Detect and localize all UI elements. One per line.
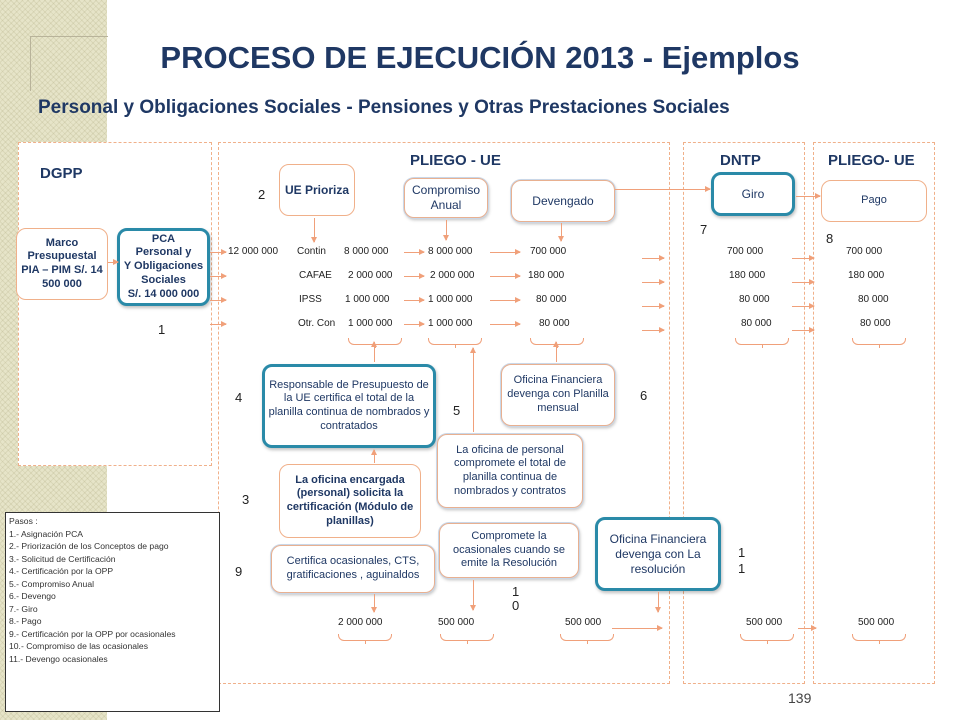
- row-dev: 80 000: [536, 294, 567, 305]
- pca-box: [117, 228, 210, 306]
- arrow-to-pago: [796, 196, 820, 197]
- flow-arrow: [792, 258, 814, 259]
- pasos-title: Pasos :: [9, 516, 38, 526]
- row-giro: 700 000: [727, 246, 764, 257]
- bottom-dev: 500 000: [565, 617, 602, 628]
- pca-label: S/. 14 000 000: [127, 287, 200, 300]
- flow-arrow: [792, 282, 814, 283]
- row-dev: 700 000: [530, 246, 567, 257]
- decorative-line: [30, 36, 108, 37]
- row-pago: 80 000: [860, 318, 891, 329]
- flow-arrow: [404, 324, 424, 325]
- ue-prioriza-box: UE Prioriza: [279, 164, 355, 216]
- compromete-ocasionales-box: Compromete la ocasionales cuando se emite la Resolución: [439, 523, 579, 578]
- oficina-financiera-resolucion-box: Oficina Financiera devenga con La resolución: [595, 517, 721, 591]
- flow-arrow: [792, 330, 814, 331]
- pasos-item: 1.- Asignación PCA: [9, 528, 84, 539]
- row-giro: 80 000: [741, 318, 772, 329]
- flow-arrow: [490, 324, 520, 325]
- row-comp: 8 000 000: [428, 246, 473, 257]
- row-comp: 1 000 000: [428, 318, 473, 329]
- step-number: 4: [235, 390, 243, 405]
- pasos-item: 5.- Compromiso Anual: [9, 578, 95, 589]
- page-number: 139: [788, 690, 812, 706]
- flow-arrow: [210, 276, 226, 277]
- step-number: 1: [158, 322, 166, 337]
- pasos-legend: [5, 512, 220, 712]
- arrow-fin2-down: [658, 592, 659, 612]
- flow-arrow: [404, 300, 424, 301]
- arrow-certifica-down: [374, 594, 375, 612]
- brace: [852, 338, 906, 345]
- bottom-pago: 500 000: [858, 617, 895, 628]
- bottom-giro: 500 000: [746, 617, 783, 628]
- marco-presupuestal-box: Marco Presupuestal PIA – PIM S/. 14 500 000: [16, 228, 108, 300]
- pca-label: Sociales: [141, 273, 186, 286]
- brace: [735, 338, 789, 345]
- row-concept: Contin: [297, 246, 326, 257]
- pasos-item: 10.- Compromiso de las ocasionales: [9, 641, 148, 651]
- pasos-item: 2.- Priorización de los Conceptos de pago: [9, 541, 169, 551]
- row-cert: 1 000 000: [345, 294, 390, 305]
- dntp-header: DNTP: [720, 152, 761, 169]
- row-comp: 1 000 000: [428, 294, 473, 305]
- flow-arrow: [404, 252, 424, 253]
- pca-label: Personal y: [135, 246, 192, 259]
- dgpp-header: DGPP: [40, 165, 83, 182]
- arrow-compromete-down: [473, 580, 474, 610]
- flow-arrow: [490, 276, 520, 277]
- bottom-comp: 500 000: [438, 617, 475, 628]
- flow-arrow: [404, 276, 424, 277]
- flow-arrow: [490, 252, 520, 253]
- step-number: 7: [700, 222, 708, 237]
- brace: [740, 634, 794, 641]
- row-dev: 180 000: [528, 270, 565, 281]
- row-concept: IPSS: [299, 294, 322, 305]
- row-cert: 2 000 000: [348, 270, 393, 281]
- brace: [428, 338, 482, 345]
- flow-arrow: [210, 252, 226, 253]
- row-total: 12 000 000: [228, 246, 279, 257]
- brace: [348, 338, 402, 345]
- step-number: 2: [258, 187, 266, 202]
- row-concept: Otr. Con: [298, 318, 336, 329]
- slide-subtitle: Personal y Obligaciones Sociales - Pensiones y Otras Prestaciones Sociales: [38, 97, 730, 118]
- arrow-prioriza-down: [314, 218, 315, 242]
- flow-arrow: [642, 258, 664, 259]
- compromiso-anual-box: Compromiso Anual: [404, 178, 488, 218]
- oficina-encargada-box: La oficina encargada (personal) solicita la certificación (Módulo de planillas): [279, 464, 421, 538]
- flow-arrow: [490, 300, 520, 301]
- brace: [440, 634, 494, 641]
- arrow-compromiso-down: [446, 220, 447, 240]
- slide-title: PROCESO DE EJECUCIÓN 2013 - Ejemplos: [160, 40, 800, 75]
- arrow-to-giro: [615, 189, 710, 190]
- row-giro: 180 000: [729, 270, 766, 281]
- pca-label: PCA: [151, 232, 176, 245]
- step-number: 5: [453, 403, 461, 418]
- flow-arrow: [210, 300, 226, 301]
- pliego-ue-header: PLIEGO - UE: [410, 152, 501, 169]
- oficina-personal-box: La oficina de personal compromete el total de planilla continua de nombrados y contratos: [437, 434, 583, 508]
- pasos-item: 3.- Solicitud de Certificación: [9, 553, 116, 564]
- row-cert: 1 000 000: [348, 318, 393, 329]
- pca-label: Y Obligaciones: [123, 260, 204, 273]
- pasos-item: 4.- Certificación por la OPP: [9, 566, 114, 576]
- step-number: 3: [242, 492, 250, 507]
- arrow-encargada-up: [374, 450, 375, 463]
- pasos-item: 6.- Devengo: [9, 591, 56, 601]
- row-concept: CAFAE: [299, 270, 332, 281]
- brace: [560, 634, 614, 641]
- flow-arrow: [642, 330, 664, 331]
- giro-box: Giro: [711, 172, 795, 216]
- responsable-presupuesto-box: Responsable de Presupuesto de la UE certifica el total de la planilla continua de nombrados y contratados: [262, 364, 436, 448]
- pliego-ue2-panel: [813, 142, 935, 684]
- pasos-item: 7.- Giro: [9, 603, 38, 614]
- pasos-item: 8.- Pago: [9, 616, 42, 626]
- arrow-marco-to-pca: [108, 262, 118, 263]
- arrow-devengado-down: [561, 223, 562, 241]
- pasos-item: 11.- Devengo ocasionales: [9, 653, 108, 664]
- arrow-oficina-personal-up: [473, 348, 474, 432]
- pasos-item: 9.- Certificación por la OPP por ocasionales: [9, 628, 176, 639]
- brace: [530, 338, 584, 345]
- flow-arrow: [792, 306, 814, 307]
- row-pago: 700 000: [846, 246, 883, 257]
- brace: [338, 634, 392, 641]
- bottom-cert: 2 000 000: [338, 617, 383, 628]
- row-dev: 80 000: [539, 318, 570, 329]
- step-number: 8: [826, 231, 834, 246]
- flow-arrow: [612, 628, 662, 629]
- brace: [852, 634, 906, 641]
- row-giro: 80 000: [739, 294, 770, 305]
- flow-arrow: [642, 282, 664, 283]
- row-pago: 180 000: [848, 270, 885, 281]
- step-number: 6: [640, 388, 648, 403]
- devengado-box: Devengado: [511, 180, 615, 222]
- flow-arrow: [210, 324, 226, 325]
- step-number: 1 0: [512, 584, 520, 613]
- oficina-financiera-planilla-box: Oficina Financiera devenga con Planilla mensual: [501, 364, 615, 426]
- step-number: 1 1: [738, 545, 746, 576]
- step-number: 9: [235, 564, 243, 579]
- row-pago: 80 000: [858, 294, 889, 305]
- pago-box: Pago: [821, 180, 927, 222]
- row-comp: 2 000 000: [430, 270, 475, 281]
- flow-arrow: [798, 628, 816, 629]
- flow-arrow: [642, 306, 664, 307]
- pliego-ue2-header: PLIEGO- UE: [828, 152, 915, 169]
- row-cert: 8 000 000: [344, 246, 389, 257]
- certifica-ocasionales-box: Certifica ocasionales, CTS, gratificaciones , aguinaldos: [271, 545, 435, 593]
